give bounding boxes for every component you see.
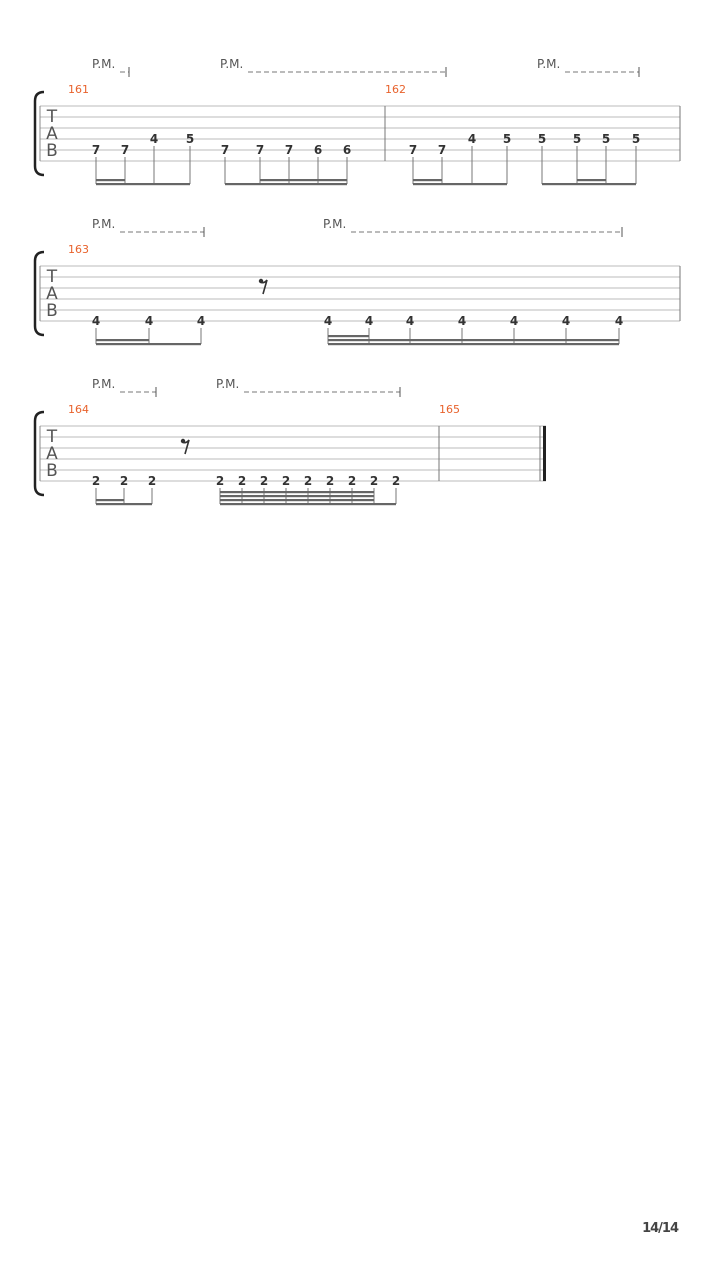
staff-system-1 [35,57,680,185]
fret-number: 4 [149,132,159,146]
bar-number: 165 [439,403,460,416]
fret-number: 5 [631,132,641,146]
bar-number: 164 [68,403,89,416]
beam [577,179,606,181]
beam [328,339,619,341]
fret-number: 4 [467,132,477,146]
palm-mute-label: P.M. [92,217,116,231]
beam [96,503,152,505]
beam [220,491,374,493]
fret-number: 4 [457,314,467,328]
fret-number: 2 [347,474,357,488]
fret-number: 7 [437,143,447,157]
fret-number: 5 [601,132,611,146]
beam [96,339,149,341]
fret-number: 4 [196,314,206,328]
fret-number: 2 [91,474,101,488]
beam [328,343,619,345]
tab-clef-letter: T [46,267,58,287]
beam [542,183,636,185]
fret-number: 2 [237,474,247,488]
fret-number: 7 [284,143,294,157]
beam [96,179,125,181]
beam [220,495,374,497]
fret-number: 4 [614,314,624,328]
fret-number: 5 [572,132,582,146]
fret-number: 2 [215,474,225,488]
fret-number: 2 [303,474,313,488]
palm-mute-label: P.M. [92,377,116,391]
tab-clef-letter: B [46,301,58,321]
palm-mute-label: P.M. [323,217,347,231]
tab-clef-letter: B [46,461,58,481]
fret-number: 2 [369,474,379,488]
beam [328,335,369,337]
bar-number: 161 [68,83,89,96]
fret-number: 5 [502,132,512,146]
beam [260,179,347,181]
fret-number: 7 [91,143,101,157]
page-indicator: 14/14 [642,1221,678,1236]
tab-clef-letter: A [46,444,58,464]
tab-clef-letter: T [46,107,58,127]
fret-number: 7 [255,143,265,157]
palm-mute-label: P.M. [92,57,116,71]
eighth-rest [259,279,267,294]
beam [413,179,442,181]
fret-number: 4 [509,314,519,328]
beam [96,499,124,501]
fret-number: 2 [147,474,157,488]
staff-system-3 [35,377,546,505]
beam [220,499,374,501]
fret-number: 4 [364,314,374,328]
fret-number: 2 [119,474,129,488]
palm-mute-label: P.M. [537,57,561,71]
palm-mute-label: P.M. [220,57,244,71]
beam [225,183,347,185]
beam [220,503,396,505]
fret-number: 5 [537,132,547,146]
fret-number: 2 [325,474,335,488]
rest-stroke [260,280,267,294]
fret-number: 2 [391,474,401,488]
tab-clef-letter: A [46,284,58,304]
fret-number: 4 [561,314,571,328]
final-barline-thick [543,426,546,481]
fret-number: 7 [220,143,230,157]
fret-number: 2 [259,474,269,488]
fret-number: 4 [405,314,415,328]
beam [96,343,201,345]
tab-clef-letter: A [46,124,58,144]
fret-number: 2 [281,474,291,488]
fret-number: 6 [313,143,323,157]
fret-number: 6 [342,143,352,157]
fret-number: 5 [185,132,195,146]
tab-clef-letter: B [46,141,58,161]
bar-number: 163 [68,243,89,256]
fret-number: 4 [144,314,154,328]
fret-number: 7 [408,143,418,157]
tab-clef-letter: T [46,427,58,447]
bar-number: 162 [385,83,406,96]
fret-number: 7 [120,143,130,157]
beam [413,183,507,185]
eighth-rest [181,439,189,454]
rest-stroke [182,440,189,454]
fret-number: 4 [91,314,101,328]
fret-number: 4 [323,314,333,328]
staff-system-2 [35,217,680,345]
palm-mute-label: P.M. [216,377,240,391]
beam [96,183,190,185]
